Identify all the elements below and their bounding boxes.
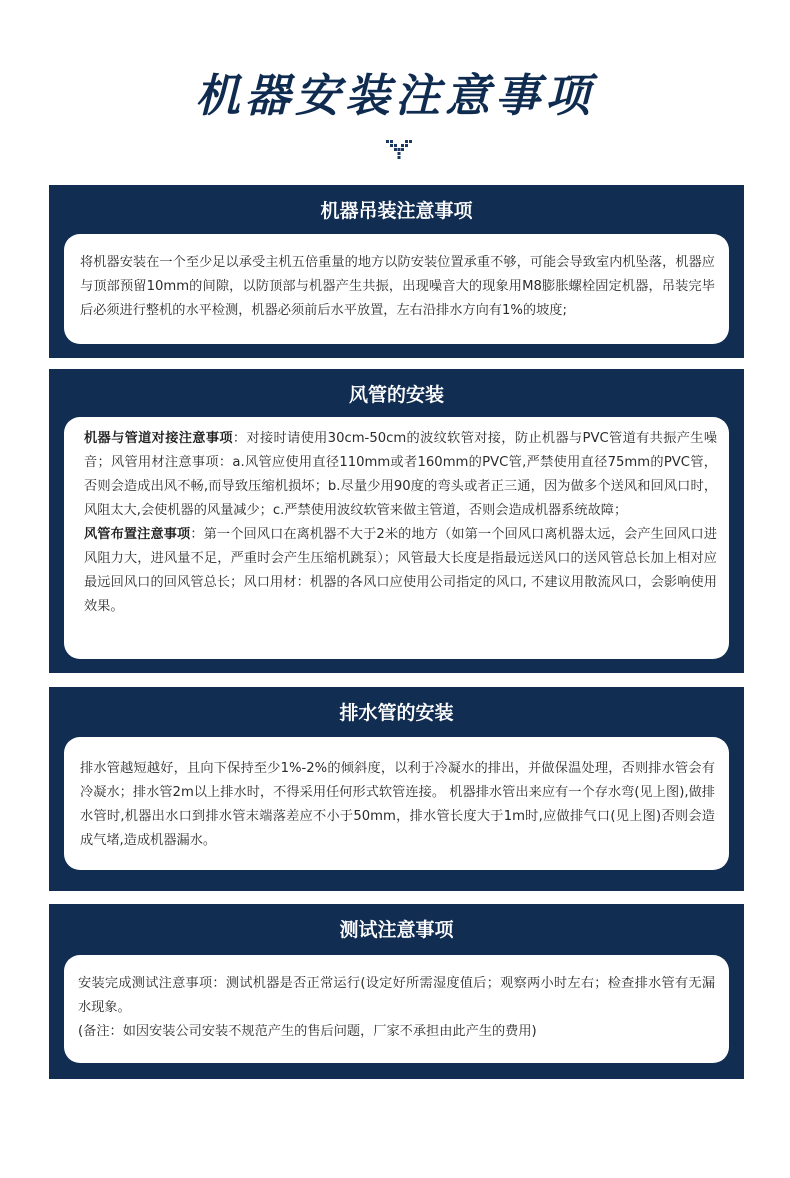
- section-paragraph: [84, 427, 717, 523]
- page-title: 机器安装注意事项: [194, 69, 595, 122]
- section-title: 机器吊装注意事项: [320, 200, 473, 222]
- section-text: 将机器安装在一个至少足以承受主机五倍重量的地方以防安装位置承重不够，可能会导致室内机坠落，机器应与顶部预留10mm的间隙，以防顶部与机器产生共振，出现噪音大的现象用M8膨胀螺栓固定机器，吊装完毕后必须进行整机的水平检测，机器必须前后水平放置，左右沿排水方向有1%的坡度;: [80, 255, 715, 318]
- section-title: 风管的安装: [348, 384, 444, 406]
- section-title: 排水管的安装: [339, 702, 454, 724]
- paragraph-label: 风管布置注意事项: [84, 527, 191, 542]
- section-note: (备注：如因安装公司安装不规范产生的售后问题，厂家不承担由此产生的费用): [78, 1024, 537, 1039]
- section-text: 排水管越短越好，且向下保持至少1%-2%的倾斜度，以利于冷凝水的排出，并做保温处理，否则排水管会有冷凝水；排水管2m以上排水时，不得采用任何形式软管连接。 机器排水管出来应有一个存水弯(见上图),做排水管时,机器出水口到排水管末端落差应不小于50mm，排水管长度大于1m时,应做排气口(见上图)否则会造成气堵,造成机器漏水。: [80, 761, 715, 848]
- paragraph-text: ：对接时请使用30cm-50cm的波纹软管对接，防止机器与PVC管道有共振产生噪音；风管用材注意事项：a.风管应使用直径110mm或者160mm的PVC管,严禁使用直径75mm的PVC管，否则会造成出风不畅,而导致压缩机损坏；b.尽量少用90度的弯头或者正三通，因为做多个送风和回风口时，风阻太大,会使机器的风量减少；c.严禁使用波纹软管来做主管道，否则会造成机器系统故障；: [84, 431, 718, 518]
- section-drain: [49, 687, 744, 891]
- paragraph-text: ：第一个回风口在离机器不大于2米的地方（如第一个回风口离机器太远，会产生回风口进风阻力大，进风量不足，严重时会产生压缩机跳泵）；风管最大长度是指最远送风口的送风管总长加上相对应最远回风口的回风管总长；风口用材：机器的各风口应使用公司指定的风口, 不建议用散流风口，会影响使用效果。: [84, 527, 718, 614]
- section-duct: [49, 369, 744, 673]
- section-test: [49, 904, 744, 1079]
- section-card: [64, 417, 729, 659]
- chevron-down-icon: [386, 138, 412, 162]
- section-hoist: [49, 185, 744, 358]
- section-paragraph: [84, 523, 717, 619]
- section-text: 安装完成测试注意事项：测试机器是否正常运行(设定好所需湿度值后；观察两小时左右；检查排水管有无漏水现象。: [78, 976, 715, 1015]
- section-card: [64, 955, 729, 1063]
- section-title: 测试注意事项: [339, 919, 454, 941]
- paragraph-label: 机器与管道对接注意事项: [84, 431, 233, 446]
- section-card: [64, 234, 729, 344]
- section-card: [64, 737, 729, 870]
